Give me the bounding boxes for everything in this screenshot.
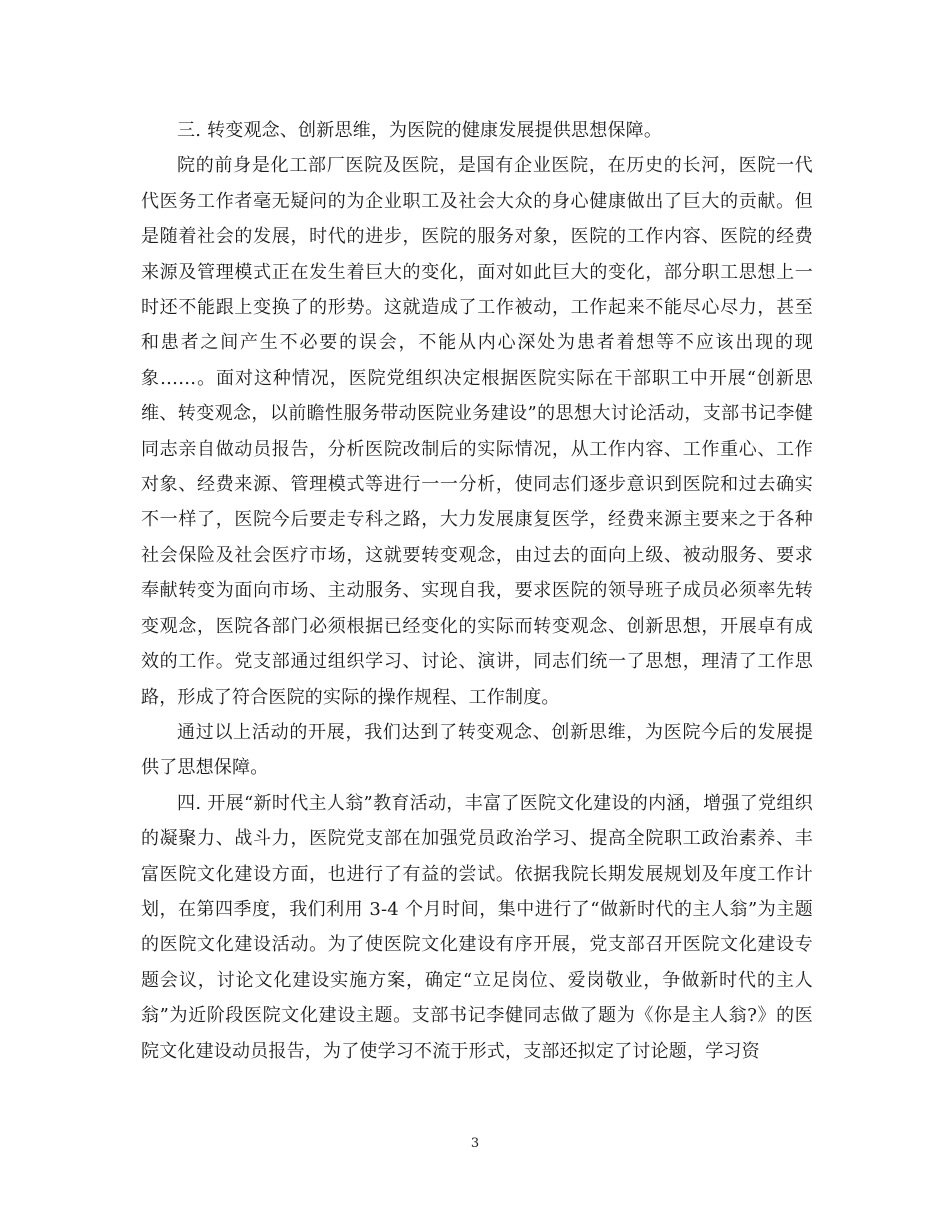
document-body	[141, 113, 813, 1069]
section-four-paragraph: 四. 开展“新时代主人翁”教育活动，丰富了医院文化建设的内涵，增强了党组织的凝聚力、战斗力，医院党支部在加强党员政治学习、提高全院职工政治素养、丰富医院文化建设方面，也进行了有益的尝试。依据我院长期发展规划及年度工作计划，在第四季度，我们利用 3-4 个月时间，集中进行了“做新时代的主人翁”为主题的医院文化建设活动。为了使医院文化建设有序开展，党支部召开医院文化建设专题会议，讨论文化建设实施方案，确定“立足岗位、爱岗敬业，争做新时代的主人翁”为近阶段医院文化建设主题。支部书记李健同志做了题为《你是主人翁?》的医院文化建设动员报告，为了使学习不流于形式，支部还拟定了讨论题，学习资	[141, 792, 813, 1062]
paragraph-hospital-background: 院的前身是化工部厂医院及医院，是国有企业医院，在历史的长河，医院一代代医务工作者毫无疑问的为企业职工及社会大众的身心健康做出了巨大的贡献。但是随着社会的发展，时代的进步，医院的服务对象，医院的工作内容、医院的经费来源及管理模式正在发生着巨大的变化，面对如此巨大的变化，部分职工思想上一时还不能跟上变换了的形势。这就造成了工作被动，工作起来不能尽心尽力，甚至和患者之间产生不必要的误会，不能从内心深处为患者着想等不应该出现的现象……。面对这种情况，医院党组织决定根据医院实际在干部职工中开展“创新思维、转变观念，以前瞻性服务带动医院业务建设”的思想大讨论活动，支部书记李健同志亲自做动员报告，分析医院改制后的实际情况，从工作内容、工作重心、工作对象、经费来源、管理模式等进行一一分析，使同志们逐步意识到医院和过去确实不一样了，医院今后要走专科之路，大力发展康复医学，经费来源主要来之于各种社会保险及社会医疗市场，这就要转变观念，由过去的面向上级、被动服务、要求奉献转变为面向市场、主动服务、实现自我，要求医院的领导班子成员必须率先转变观念，医院各部门必须根据已经变化的实际而转变观念、创新思想，开展卓有成效的工作。党支部通过组织学习、讨论、演讲，同志们统一了思想，理清了工作思路，形成了符合医院的实际的操作规程、工作制度。	[141, 155, 813, 708]
paragraph-activity-result: 通过以上活动的开展，我们达到了转变观念、创新思维，为医院今后的发展提供了思想保障。	[141, 721, 813, 779]
page-number: 3	[470, 1136, 480, 1151]
section-three-heading: 三. 转变观念、创新思维，为医院的健康发展提供思想保障。	[177, 120, 663, 141]
